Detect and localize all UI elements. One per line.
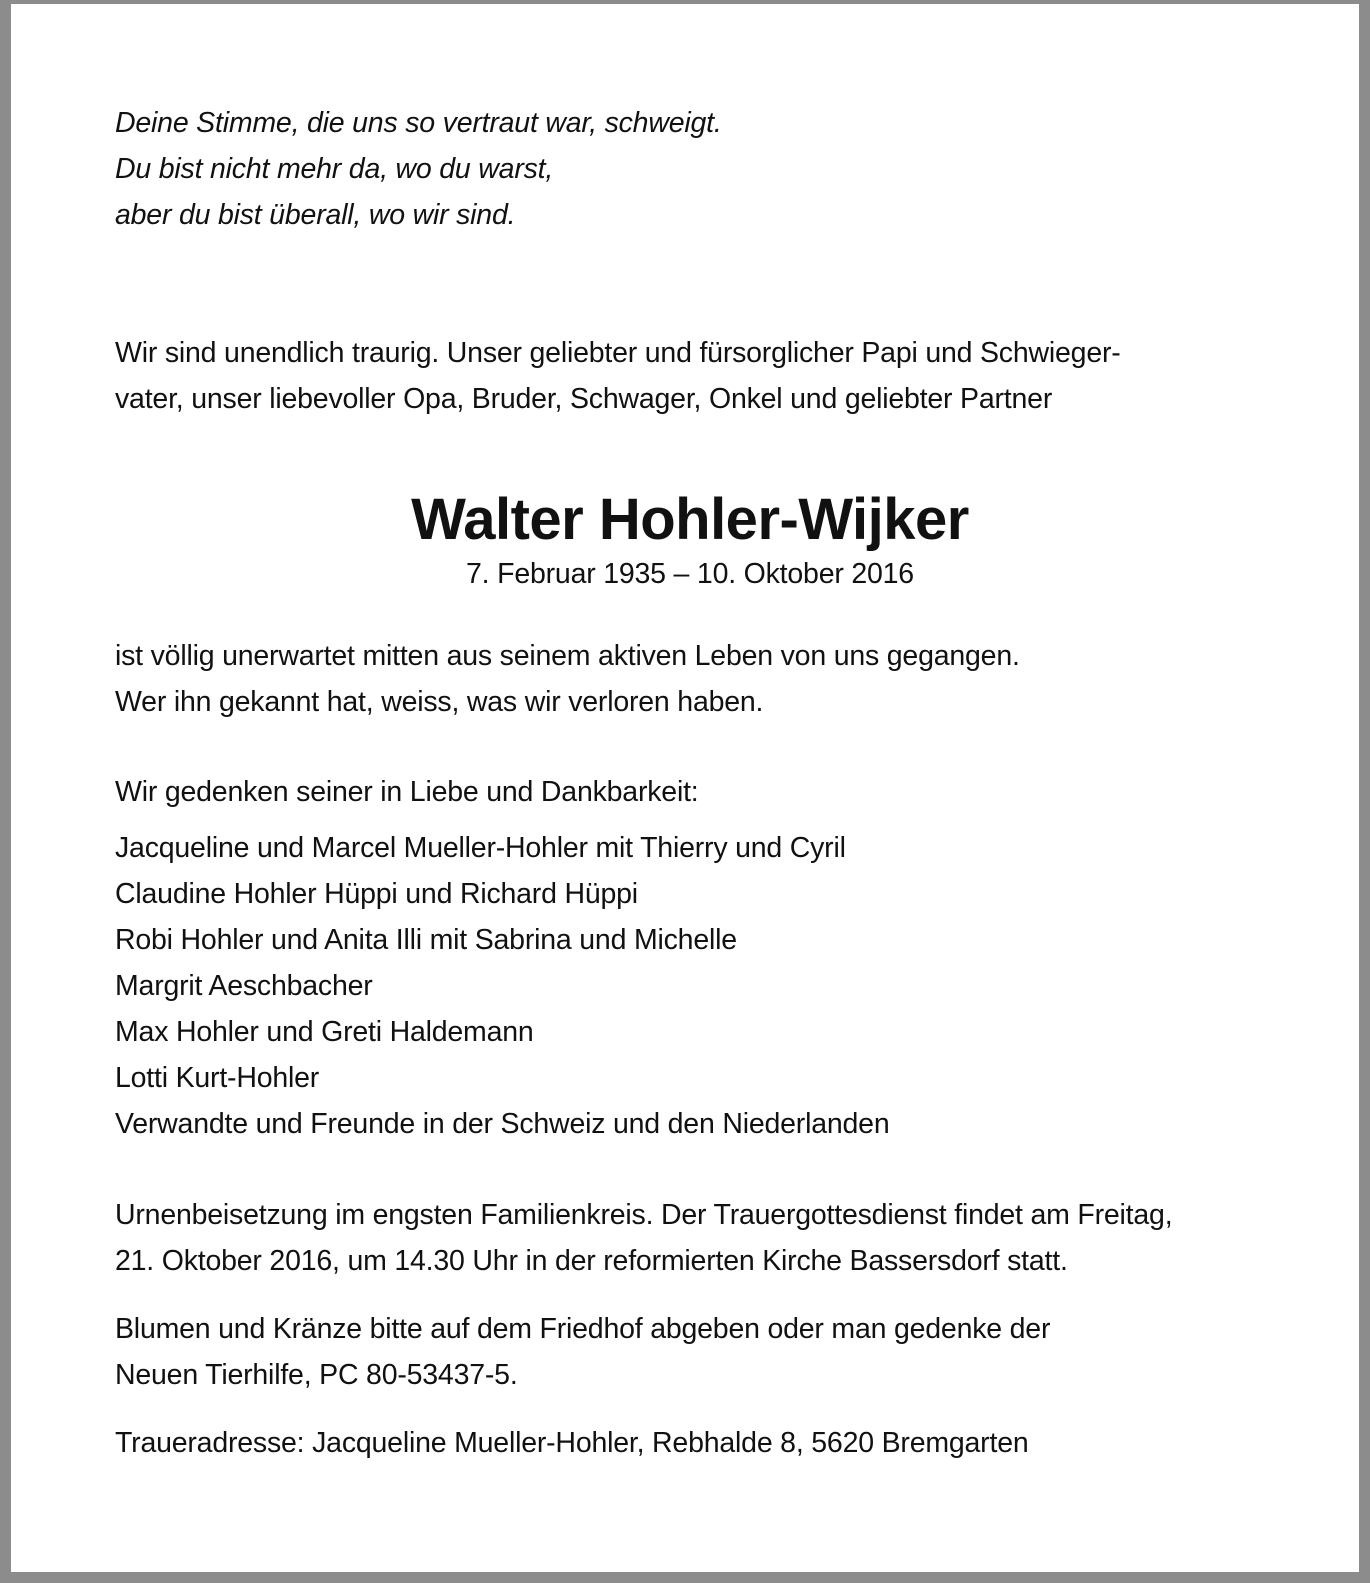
- passing-paragraph: [115, 633, 1285, 725]
- mourner-entry: Robi Hohler und Anita Illi mit Sabrina und Michelle: [115, 924, 737, 956]
- mourner-entry: Verwandte und Freunde in der Schweiz und den Niederlanden: [115, 1108, 890, 1140]
- intro-line: vater, unser liebevoller Opa, Bruder, Schwager, Onkel und geliebter Partner: [115, 383, 1053, 415]
- passing-line: ist völlig unerwartet mitten aus seinem aktiven Leben von uns gegangen.: [115, 640, 1020, 672]
- mourner-entry: Lotti Kurt-Hohler: [115, 1062, 320, 1094]
- mourner-entry: Claudine Hohler Hüppi und Richard Hüppi: [115, 878, 638, 910]
- obituary-content: [115, 100, 1285, 1466]
- mourner-entry: Jacqueline und Marcel Mueller-Hohler mit Thierry und Cyril: [115, 832, 846, 864]
- mourning-address: Traueradresse: Jacqueline Mueller-Hohler, Rebhalde 8, 5620 Bremgarten: [115, 1427, 1029, 1459]
- motto-line: Deine Stimme, die uns so vertraut war, schweigt.: [115, 107, 722, 139]
- burial-line: Urnenbeisetzung im engsten Familienkreis. Der Trauergottesdienst findet am Freitag,: [115, 1199, 1173, 1231]
- intro-paragraph: [115, 330, 1285, 422]
- intro-line: Wir sind unendlich traurig. Unser geliebter und fürsorglicher Papi und Schwieger-: [115, 337, 1121, 369]
- flowers-line: Blumen und Kränze bitte auf dem Friedhof abgeben oder man gedenke der: [115, 1313, 1051, 1345]
- deceased-block: [115, 485, 1265, 593]
- mourner-entry: Margrit Aeschbacher: [115, 970, 373, 1002]
- burial-line: 21. Oktober 2016, um 14.30 Uhr in der reformierten Kirche Bassersdorf statt.: [115, 1245, 1068, 1277]
- passing-line: Wer ihn gekannt hat, weiss, was wir verloren haben.: [115, 686, 764, 718]
- motto-verse: [115, 100, 1285, 238]
- mourner-entry: Max Hohler und Greti Haldemann: [115, 1016, 534, 1048]
- deceased-name: Walter Hohler-Wijker: [411, 487, 969, 552]
- motto-line: aber du bist überall, wo wir sind.: [115, 199, 516, 231]
- life-dates: 7. Februar 1935 – 10. Oktober 2016: [466, 558, 914, 590]
- mourners-list: [115, 825, 1285, 1147]
- flowers-line: Neuen Tierhilfe, PC 80-53437-5.: [115, 1359, 518, 1391]
- remembrance-heading: Wir gedenken seiner in Liebe und Dankbarkeit:: [115, 776, 699, 808]
- motto-line: Du bist nicht mehr da, wo du warst,: [115, 153, 554, 185]
- flowers-donation-note: [115, 1306, 1285, 1398]
- burial-notice: [115, 1192, 1285, 1284]
